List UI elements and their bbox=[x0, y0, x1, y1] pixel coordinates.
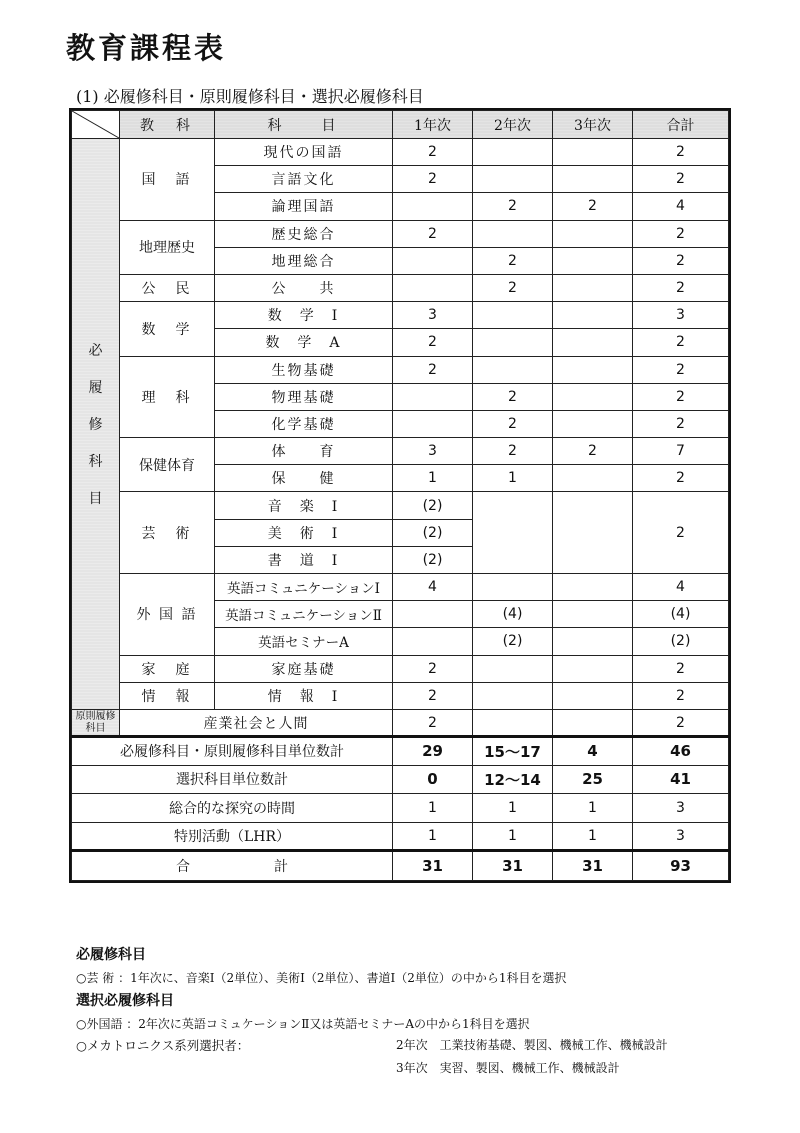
total-cell: 2 bbox=[633, 682, 729, 709]
year1-cell bbox=[393, 274, 473, 301]
header-year1: 1年次 bbox=[393, 111, 473, 139]
notes-heading-text: 選択必履修科目 bbox=[76, 993, 174, 1009]
summary-label: 合 計 bbox=[72, 851, 393, 881]
header-year2: 2年次 bbox=[473, 111, 553, 139]
subject-cell: 英語コミュニケーションⅠ bbox=[215, 574, 393, 601]
summary-row bbox=[72, 794, 729, 823]
total-cell: 4 bbox=[633, 193, 729, 220]
year3-cell: 25 bbox=[553, 765, 633, 794]
category-katei: 家 庭 bbox=[120, 655, 215, 682]
header-row bbox=[72, 111, 729, 139]
subject-cell: 産業社会と人間 bbox=[120, 709, 393, 736]
header-category: 教 科 bbox=[120, 111, 215, 139]
year1-cell: 2 bbox=[393, 329, 473, 356]
total-cell: (2) bbox=[633, 628, 729, 655]
category-gaikoku: 外 国 語 bbox=[120, 574, 215, 656]
total-cell: 2 bbox=[633, 274, 729, 301]
curriculum-table bbox=[71, 110, 729, 881]
year3-cell bbox=[553, 356, 633, 383]
year3-cell: 31 bbox=[553, 851, 633, 881]
subject-cell: 情 報 Ⅰ bbox=[215, 682, 393, 709]
category-komin: 公 民 bbox=[120, 274, 215, 301]
year2-cell bbox=[473, 166, 553, 193]
subject-cell: 英語コミュニケーションⅡ bbox=[215, 601, 393, 628]
subject-cell: 化学基礎 bbox=[215, 410, 393, 437]
summary-row bbox=[72, 765, 729, 794]
year3-cell bbox=[553, 274, 633, 301]
table-row bbox=[72, 492, 729, 519]
total-cell: 2 bbox=[633, 247, 729, 274]
table-row bbox=[72, 302, 729, 329]
total-cell: 2 bbox=[633, 139, 729, 166]
subject-cell: 現代の国語 bbox=[215, 139, 393, 166]
year1-cell bbox=[393, 628, 473, 655]
total-cell: 7 bbox=[633, 438, 729, 465]
subject-cell: 数 学 A bbox=[215, 329, 393, 356]
year1-cell bbox=[393, 193, 473, 220]
table-row bbox=[72, 574, 729, 601]
subject-cell: 言語文化 bbox=[215, 166, 393, 193]
year2-cell: 2 bbox=[473, 274, 553, 301]
total-cell: 2 bbox=[633, 220, 729, 247]
header-total: 合計 bbox=[633, 111, 729, 139]
category-sugaku: 数 学 bbox=[120, 302, 215, 356]
year1-cell: (2) bbox=[393, 519, 473, 546]
year1-cell: (2) bbox=[393, 546, 473, 573]
year2-cell: 12～14 bbox=[473, 765, 553, 794]
year2-cell: 1 bbox=[473, 822, 553, 851]
year2-cell: (4) bbox=[473, 601, 553, 628]
notes-heading-elective bbox=[76, 990, 174, 1010]
year3-cell bbox=[553, 302, 633, 329]
category-kokugo: 国 語 bbox=[120, 139, 215, 221]
side-label-required bbox=[72, 139, 120, 710]
year1-cell bbox=[393, 410, 473, 437]
subject-cell: 論理国語 bbox=[215, 193, 393, 220]
table-row bbox=[72, 655, 729, 682]
year3-cell bbox=[553, 465, 633, 492]
side-char: 履 bbox=[88, 379, 103, 396]
year1-cell: 2 bbox=[393, 139, 473, 166]
table-row bbox=[72, 438, 729, 465]
total-cell: 3 bbox=[633, 822, 729, 851]
total-cell: 2 bbox=[633, 329, 729, 356]
note-foreign-language: ○外国語 ：2年次に英語コミュケーションⅡ又は英語セミナーAの中から1科目を選択 bbox=[76, 1017, 530, 1031]
category-joho: 情 報 bbox=[120, 682, 215, 709]
category-hoken: 保健体育 bbox=[120, 438, 215, 492]
notes-heading-required bbox=[76, 944, 146, 964]
year1-cell: 0 bbox=[393, 765, 473, 794]
table-row bbox=[72, 356, 729, 383]
year3-cell bbox=[553, 410, 633, 437]
year1-cell: 4 bbox=[393, 574, 473, 601]
year2-cell: 1 bbox=[473, 794, 553, 823]
table-row bbox=[72, 709, 729, 736]
side-label-principle: 原則履修科目 bbox=[72, 709, 120, 736]
total-cell: (4) bbox=[633, 601, 729, 628]
summary-label: 総合的な探究の時間 bbox=[72, 794, 393, 823]
year3-cell bbox=[553, 682, 633, 709]
year3-cell bbox=[553, 574, 633, 601]
year3-cell bbox=[553, 601, 633, 628]
subject-cell: 地理総合 bbox=[215, 247, 393, 274]
year2-cell bbox=[473, 139, 553, 166]
year3-cell bbox=[553, 492, 633, 574]
subject-cell: 体 育 bbox=[215, 438, 393, 465]
total-cell: 3 bbox=[633, 302, 729, 329]
year3-cell: 1 bbox=[553, 822, 633, 851]
summary-row bbox=[72, 737, 729, 766]
year2-cell: 2 bbox=[473, 383, 553, 410]
total-cell: 2 bbox=[633, 465, 729, 492]
year3-cell bbox=[553, 383, 633, 410]
subject-cell: 生物基礎 bbox=[215, 356, 393, 383]
year1-cell: 1 bbox=[393, 822, 473, 851]
year3-cell: 2 bbox=[553, 193, 633, 220]
subject-cell: 音 楽 Ⅰ bbox=[215, 492, 393, 519]
summary-label: 特別活動（LHR） bbox=[72, 822, 393, 851]
subject-cell: 保 健 bbox=[215, 465, 393, 492]
subject-cell: 公 共 bbox=[215, 274, 393, 301]
corner-cell bbox=[72, 111, 120, 139]
year1-cell: 31 bbox=[393, 851, 473, 881]
subject-cell: 美 術 Ⅰ bbox=[215, 519, 393, 546]
note-mechatronics-year2: 2年次 工業技術基礎、製図、機械工作、機械設計 bbox=[396, 1038, 668, 1052]
table-row bbox=[72, 220, 729, 247]
year2-cell: (2) bbox=[473, 628, 553, 655]
year3-cell: 2 bbox=[553, 438, 633, 465]
year3-cell bbox=[553, 166, 633, 193]
year2-cell: 2 bbox=[473, 410, 553, 437]
summary-label: 必履修科目・原則履修科目単位数計 bbox=[72, 737, 393, 766]
year1-cell bbox=[393, 247, 473, 274]
year3-cell bbox=[553, 139, 633, 166]
year2-cell bbox=[473, 574, 553, 601]
total-cell: 46 bbox=[633, 737, 729, 766]
year1-cell: 2 bbox=[393, 220, 473, 247]
note-mechatronics-year3: 3年次 実習、製図、機械工作、機械設計 bbox=[396, 1061, 620, 1075]
year3-cell bbox=[553, 247, 633, 274]
total-cell: 93 bbox=[633, 851, 729, 881]
year2-cell bbox=[473, 492, 553, 574]
year3-cell: 4 bbox=[553, 737, 633, 766]
year2-cell bbox=[473, 655, 553, 682]
year3-cell bbox=[553, 655, 633, 682]
table-row bbox=[72, 274, 729, 301]
year1-cell: 3 bbox=[393, 438, 473, 465]
table-caption: (1) 必履修科目・原則履修科目・選択必履修科目 bbox=[76, 87, 424, 106]
side-char: 修 bbox=[88, 416, 103, 433]
notes-heading-text: 必履修科目 bbox=[76, 947, 146, 963]
table-row bbox=[72, 139, 729, 166]
header-subject: 科 目 bbox=[215, 111, 393, 139]
page-title: 教育課程表 bbox=[66, 31, 227, 65]
total-cell: 2 bbox=[633, 166, 729, 193]
category-rika: 理 科 bbox=[120, 356, 215, 438]
category-chiri: 地理歴史 bbox=[120, 220, 215, 274]
year1-cell: 3 bbox=[393, 302, 473, 329]
year1-cell: 2 bbox=[393, 655, 473, 682]
total-cell: 2 bbox=[633, 709, 729, 736]
header-year3: 3年次 bbox=[553, 111, 633, 139]
subject-cell: 物理基礎 bbox=[215, 383, 393, 410]
table-row bbox=[72, 682, 729, 709]
total-cell: 2 bbox=[633, 383, 729, 410]
subject-cell: 英語セミナーA bbox=[215, 628, 393, 655]
total-cell: 2 bbox=[633, 492, 729, 574]
side-char: 目 bbox=[88, 490, 103, 507]
subject-cell: 数 学 Ⅰ bbox=[215, 302, 393, 329]
year3-cell bbox=[553, 709, 633, 736]
total-cell: 2 bbox=[633, 410, 729, 437]
year3-cell: 1 bbox=[553, 794, 633, 823]
year1-cell: 1 bbox=[393, 465, 473, 492]
total-cell: 2 bbox=[633, 655, 729, 682]
year1-cell: 2 bbox=[393, 356, 473, 383]
summary-label: 選択科目単位数計 bbox=[72, 765, 393, 794]
total-cell: 2 bbox=[633, 356, 729, 383]
side-char: 科 bbox=[88, 453, 103, 470]
total-cell: 41 bbox=[633, 765, 729, 794]
year3-cell bbox=[553, 329, 633, 356]
total-cell: 3 bbox=[633, 794, 729, 823]
year3-cell bbox=[553, 220, 633, 247]
year2-cell bbox=[473, 302, 553, 329]
subject-cell: 書 道 Ⅰ bbox=[215, 546, 393, 573]
year2-cell bbox=[473, 356, 553, 383]
year2-cell: 15～17 bbox=[473, 737, 553, 766]
grand-total-row bbox=[72, 851, 729, 881]
subject-cell: 家庭基礎 bbox=[215, 655, 393, 682]
year2-cell: 2 bbox=[473, 193, 553, 220]
year2-cell: 2 bbox=[473, 438, 553, 465]
year1-cell: (2) bbox=[393, 492, 473, 519]
year2-cell bbox=[473, 220, 553, 247]
category-geijutsu: 芸 術 bbox=[120, 492, 215, 574]
year1-cell: 29 bbox=[393, 737, 473, 766]
subject-cell: 歴史総合 bbox=[215, 220, 393, 247]
summary-row bbox=[72, 822, 729, 851]
year2-cell bbox=[473, 709, 553, 736]
year1-cell: 2 bbox=[393, 682, 473, 709]
year2-cell: 2 bbox=[473, 247, 553, 274]
year2-cell bbox=[473, 682, 553, 709]
year2-cell: 1 bbox=[473, 465, 553, 492]
year1-cell: 2 bbox=[393, 166, 473, 193]
year1-cell: 2 bbox=[393, 709, 473, 736]
year1-cell bbox=[393, 383, 473, 410]
note-mechatronics-label: ○メカトロニクス系列選択者： bbox=[76, 1038, 250, 1053]
side-char: 必 bbox=[88, 342, 103, 359]
year2-cell: 31 bbox=[473, 851, 553, 881]
year1-cell: 1 bbox=[393, 794, 473, 823]
total-cell: 4 bbox=[633, 574, 729, 601]
year3-cell bbox=[553, 628, 633, 655]
year1-cell bbox=[393, 601, 473, 628]
year2-cell bbox=[473, 329, 553, 356]
note-art: ○芸 術 ：1年次に、音楽Ⅰ（2単位）、美術Ⅰ（2単位）、書道Ⅰ（2単位）の中から1科目を選択 bbox=[76, 971, 567, 985]
